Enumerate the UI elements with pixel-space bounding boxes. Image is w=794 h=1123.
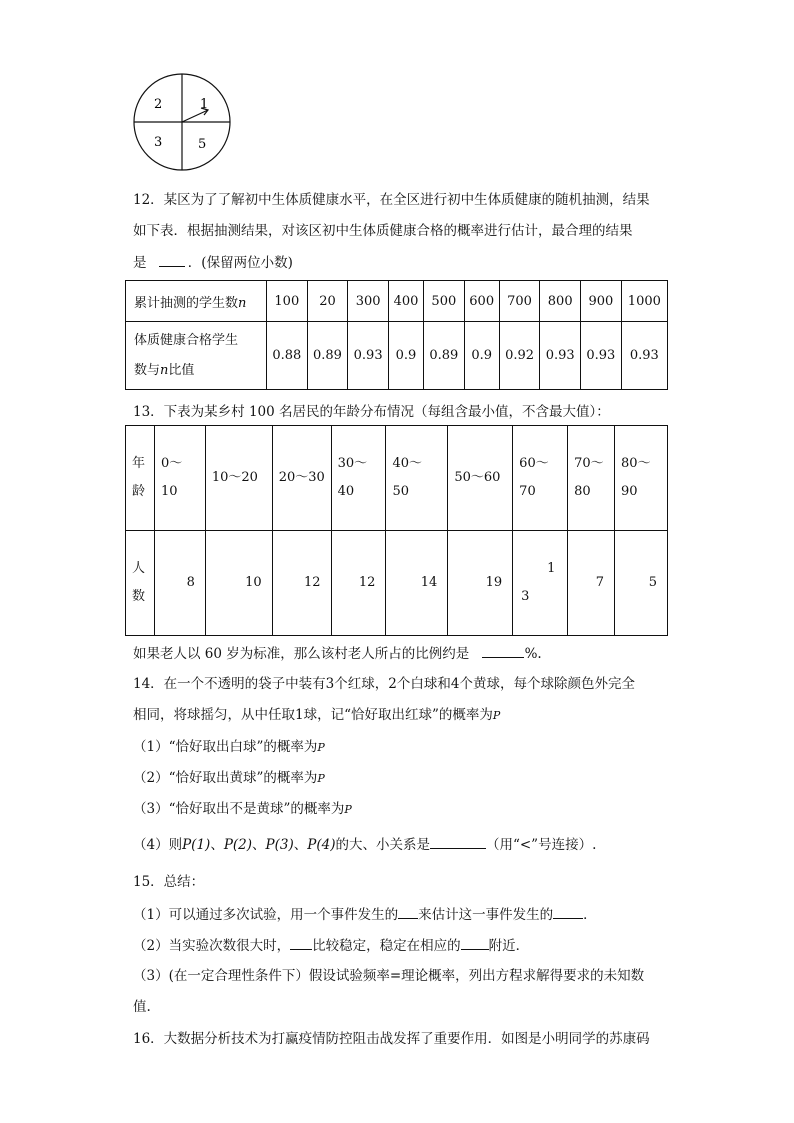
table-cell: 0.93 xyxy=(621,322,667,390)
q12-line3-pre: 是 xyxy=(133,255,147,271)
table-cell: 0.89 xyxy=(307,322,348,390)
table-cell: 40～ 50 xyxy=(386,426,448,531)
table-row xyxy=(126,281,668,322)
table-cell: 0.89 xyxy=(424,322,465,390)
q13-head-age: 年 龄 xyxy=(126,426,155,531)
q14-sub1: （1）“恰好取出白球”的概率为P xyxy=(133,739,325,755)
q12-head-ratio: 体质健康合格学生 数与n比值 xyxy=(126,322,267,390)
table-cell: 300 xyxy=(348,281,389,322)
q15-blank-3[interactable] xyxy=(290,935,312,950)
table-cell: 0.93 xyxy=(348,322,389,390)
q12-line3-post: ．(保留两位小数) xyxy=(187,255,293,271)
table-row xyxy=(126,531,668,636)
q12-line1: 12．某区为了了解初中生体质健康水平，在全区进行初中生体质健康的随机抽测，结果 xyxy=(133,192,650,208)
q14-sub3: （3）“恰好取出不是黄球”的概率为P xyxy=(133,801,352,817)
q12-head-n: 累计抽测的学生数n xyxy=(126,281,267,322)
table-cell: 20 xyxy=(307,281,348,322)
table-cell: 600 xyxy=(464,281,499,322)
table-cell: 800 xyxy=(540,281,581,322)
table-cell: 5 xyxy=(615,531,668,636)
q13-table xyxy=(125,425,668,636)
table-cell: 12 xyxy=(331,531,386,636)
q15-blank-4[interactable] xyxy=(461,935,489,950)
q12-answer-blank[interactable] xyxy=(159,252,185,267)
table-cell: 0.92 xyxy=(499,322,540,390)
q13-head-count: 人 数 xyxy=(126,531,155,636)
table-cell: 0.9 xyxy=(388,322,423,390)
table-cell: 70～ 80 xyxy=(568,426,615,531)
q12-line3 xyxy=(133,252,293,273)
table-cell: 14 xyxy=(386,531,448,636)
q12-table xyxy=(125,280,668,390)
table-cell: 60～ 70 xyxy=(513,426,568,531)
q15-s2: （2）当实验次数很大时， 比较稳定，稳定在相应的 附近． xyxy=(133,935,529,956)
table-cell: 7 xyxy=(568,531,615,636)
table-cell: 700 xyxy=(499,281,540,322)
table-cell: 10 xyxy=(205,531,272,636)
table-cell: 30～ 40 xyxy=(331,426,386,531)
q14-answer-blank[interactable] xyxy=(430,834,486,849)
q15-blank-1[interactable] xyxy=(398,904,418,919)
spinner-label: 2 xyxy=(154,97,163,112)
table-cell: 0.9 xyxy=(464,322,499,390)
table-cell: 900 xyxy=(581,281,622,322)
table-cell: 500 xyxy=(424,281,465,322)
table-row xyxy=(126,426,668,531)
table-cell: 1 3 xyxy=(513,531,568,636)
q13-answer-blank[interactable] xyxy=(482,643,524,658)
q13-intro: 13．下表为某乡村 100 名居民的年龄分布情况（每组含最小值，不含最大值）： xyxy=(133,404,610,420)
table-cell: 0～ 10 xyxy=(154,426,205,531)
q15-s1: （1）可以通过多次试验，用一个事件发生的 来估计这一事件发生的 ． xyxy=(133,904,597,925)
table-cell: 0.93 xyxy=(581,322,622,390)
table-cell: 0.88 xyxy=(267,322,308,390)
q15-title: 15．总结： xyxy=(133,874,205,890)
table-cell: 50～60 xyxy=(448,426,513,531)
table-cell: 400 xyxy=(388,281,423,322)
table-cell: 10～20 xyxy=(205,426,272,531)
q12-line2: 如下表．根据抽测结果，对该区初中生体质健康合格的概率进行估计，最合理的结果 xyxy=(133,223,633,239)
q15-s3b: 值. xyxy=(133,999,151,1015)
q14-sub2: （2）“恰好取出黄球”的概率为P xyxy=(133,770,325,786)
q14-line1: 14．在一个不透明的袋子中装有3个红球，2个白球和4个黄球，每个球除颜色外完全 xyxy=(133,676,635,692)
spinner-figure xyxy=(132,72,232,172)
q14-sub4: （4）则P(1)、P(2)、P(3)、P(4)的大、小关系是 （用“<”号连接）. xyxy=(133,834,596,855)
q14-line2: 相同，将球摇匀，从中任取1球，记“恰好取出红球”的概率为P xyxy=(133,707,501,723)
spinner-label: 3 xyxy=(154,135,163,150)
q13-followup: 如果老人以 60 岁为标准，那么该村老人所占的比例约是 %. xyxy=(133,643,542,664)
spinner-label: 1 xyxy=(200,97,209,112)
q16-line1: 16．大数据分析技术为打赢疫情防控阻击战发挥了重要作用．如图是小明同学的苏康码 xyxy=(133,1031,650,1047)
table-cell: 0.93 xyxy=(540,322,581,390)
table-row xyxy=(126,322,668,390)
table-cell: 8 xyxy=(154,531,205,636)
q15-blank-2[interactable] xyxy=(553,904,583,919)
q15-s3a: （3）(在一定合理性条件下）假设试验频率=理论概率，列出方程求解得要求的未知数 xyxy=(133,968,645,984)
table-cell: 80～ 90 xyxy=(615,426,668,531)
table-cell: 100 xyxy=(267,281,308,322)
spinner-label: 5 xyxy=(198,137,207,152)
table-cell: 20～30 xyxy=(272,426,331,531)
table-cell: 12 xyxy=(272,531,331,636)
table-cell: 19 xyxy=(448,531,513,636)
table-cell: 1000 xyxy=(621,281,667,322)
